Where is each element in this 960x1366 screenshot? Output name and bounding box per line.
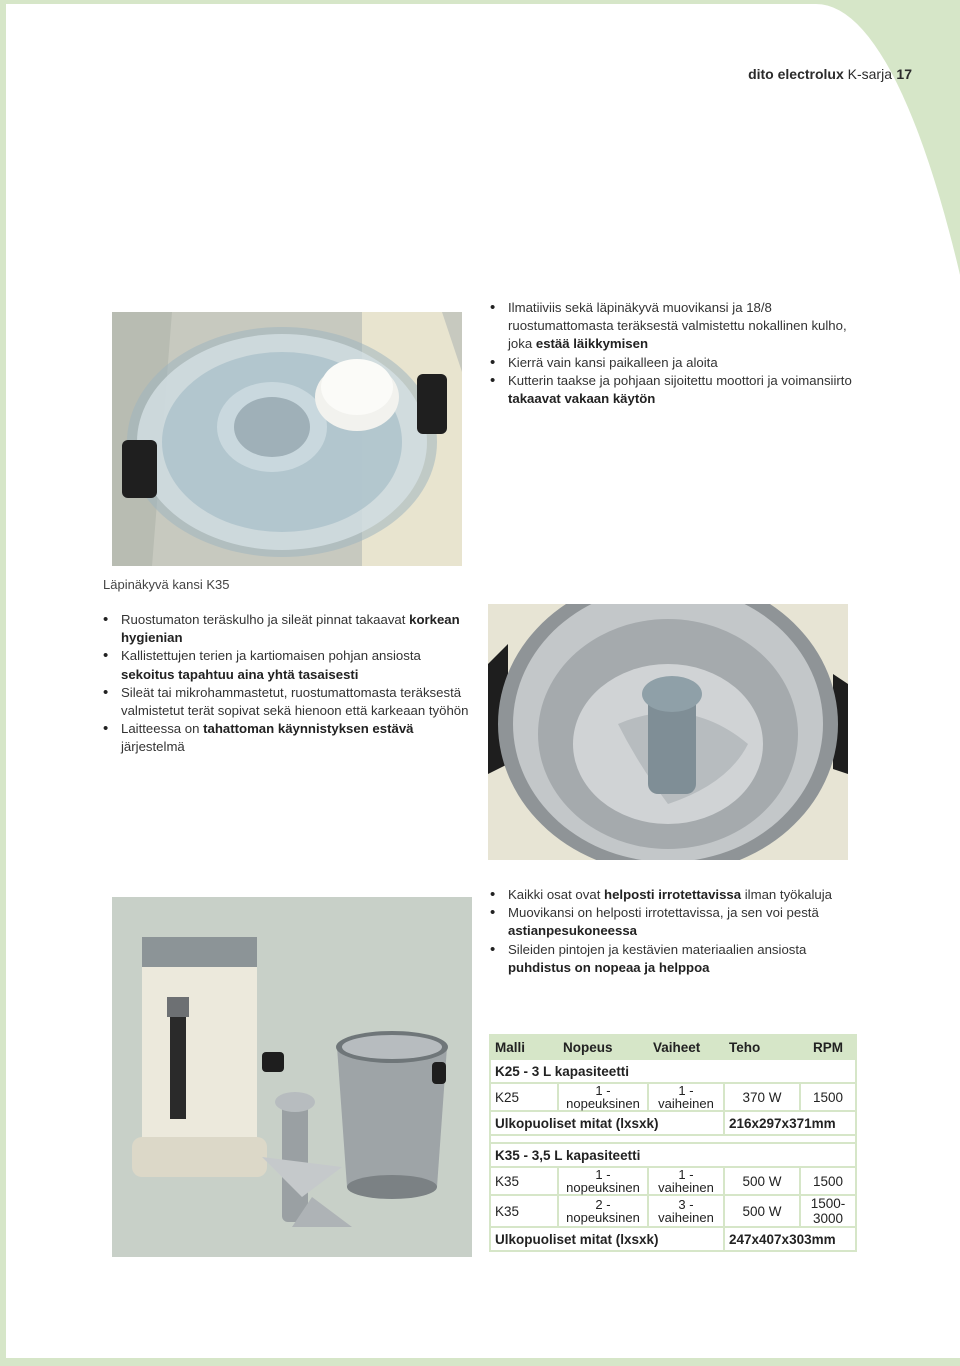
table-row: [490, 1083, 856, 1111]
emphasis-text: korkean hygienian: [121, 612, 460, 646]
rpm-cell: 1500: [800, 1167, 856, 1195]
list-item: [490, 904, 860, 940]
table-row: [490, 1167, 856, 1195]
body-text: Ilmatiiviis sekä läpinäkyvä muovikansi ja 18/8 ruostumattomasta teräksestä valmistettu nokallinen kulho, joka: [508, 300, 847, 352]
page-header: [748, 66, 912, 82]
bowl-illustration: [488, 604, 848, 860]
lid-illustration: [112, 312, 462, 566]
body-text: Muovikansi on helposti irrotettavissa, ja sen voi pestä: [508, 905, 819, 921]
body-text: Sileiden pintojen ja kestävien materiaalien ansiosta: [508, 941, 807, 957]
group-title: K25 - 3 L kapasiteetti: [490, 1059, 856, 1083]
emphasis-text: sekoitus tapahtuu aina yhtä tasaisesti: [121, 666, 359, 682]
dimensions-value: 216x297x371mm: [724, 1111, 856, 1135]
body-text: ilman työkaluja: [741, 887, 832, 902]
column-header: Nopeus: [558, 1035, 648, 1059]
parts-illustration: [112, 897, 472, 1257]
body-text: Ruostumaton teräskulho ja sileät pinnat takaavat: [121, 612, 410, 627]
lid-photo: [112, 312, 462, 566]
model-cell: K35: [490, 1195, 558, 1227]
dimensions-label: Ulkopuoliset mitat (lxsxk): [490, 1227, 724, 1251]
column-header: RPM: [800, 1035, 856, 1059]
bowl-features-list: [103, 611, 473, 757]
lid-features-list: [490, 299, 870, 408]
group-title-row: [490, 1143, 856, 1167]
list-item: [490, 886, 860, 904]
group-title-row: [490, 1059, 856, 1083]
power-cell: 500 W: [724, 1195, 800, 1227]
power-cell: 500 W: [724, 1167, 800, 1195]
power-cell: 370 W: [724, 1083, 800, 1111]
dimensions-label: Ulkopuoliset mitat (lxsxk): [490, 1111, 724, 1135]
dimensions-value: 247x407x303mm: [724, 1227, 856, 1251]
list-item: [103, 684, 473, 720]
body-text: Sileät tai mikrohammastetut, ruostumattomasta teräksestä valmistetut terät sopivat sekä hienoon että karkeaan työhön: [121, 684, 469, 719]
table-header-row: [490, 1035, 856, 1059]
disassembled-parts-photo: [112, 897, 472, 1257]
body-text: Laitteessa on: [121, 721, 204, 737]
group-title: K35 - 3,5 L kapasiteetti: [490, 1143, 856, 1167]
list-item: [103, 611, 473, 647]
emphasis-text: astianpesukoneessa: [508, 923, 638, 939]
emphasis-text: tahattoman käynnistyksen estävä: [203, 721, 414, 737]
speed-cell: 2 - nopeuksinen: [558, 1195, 648, 1227]
list-item: [490, 372, 870, 408]
body-text: Kaikki osat ovat: [508, 887, 605, 902]
emphasis-text: takaavat vakaan käytön: [508, 391, 656, 407]
dimensions-row: [490, 1227, 856, 1251]
dimensions-row: [490, 1111, 856, 1135]
phases-cell: 3 - vaiheinen: [648, 1195, 724, 1227]
list-item: [103, 647, 473, 683]
page-number: 17: [896, 66, 912, 82]
speed-cell: 1 - nopeuksinen: [558, 1167, 648, 1195]
body-text: Kutterin taakse ja pohjaan sijoitettu moottori ja voimansiirto: [508, 372, 852, 388]
rpm-cell: 1500-3000: [800, 1195, 856, 1227]
model-cell: K35: [490, 1167, 558, 1195]
column-header: Teho: [724, 1035, 800, 1059]
model-cell: K25: [490, 1083, 558, 1111]
column-header: Malli: [490, 1035, 558, 1059]
body-text: järjestelmä: [121, 739, 185, 755]
list-item: [490, 299, 870, 354]
emphasis-text: helposti irrotettavissa: [604, 887, 742, 902]
spec-table: [489, 1034, 857, 1252]
spacer-row: [490, 1135, 856, 1143]
phases-cell: 1 - vaiheinen: [648, 1083, 724, 1111]
emphasis-text: puhdistus on nopeaa ja helppoa: [508, 959, 710, 975]
body-text: Kierrä vain kansi paikalleen ja aloita: [508, 354, 718, 370]
brand-name: dito electrolux: [748, 66, 844, 82]
table-row: [490, 1195, 856, 1227]
cleaning-features-list: [490, 886, 860, 977]
body-text: Kallistettujen terien ja kartiomaisen pohjan ansiosta: [121, 648, 421, 664]
rpm-cell: 1500: [800, 1083, 856, 1111]
emphasis-text: estää läikkymisen: [535, 336, 649, 352]
column-header: Vaiheet: [648, 1035, 724, 1059]
bowl-photo: [488, 604, 848, 860]
series-name: K-sarja: [847, 66, 892, 82]
phases-cell: 1 - vaiheinen: [648, 1167, 724, 1195]
list-item: [490, 354, 870, 372]
list-item: [103, 720, 473, 756]
list-item: [490, 941, 860, 977]
speed-cell: 1 - nopeuksinen: [558, 1083, 648, 1111]
lid-photo-caption: Läpinäkyvä kansi K35: [103, 577, 230, 592]
